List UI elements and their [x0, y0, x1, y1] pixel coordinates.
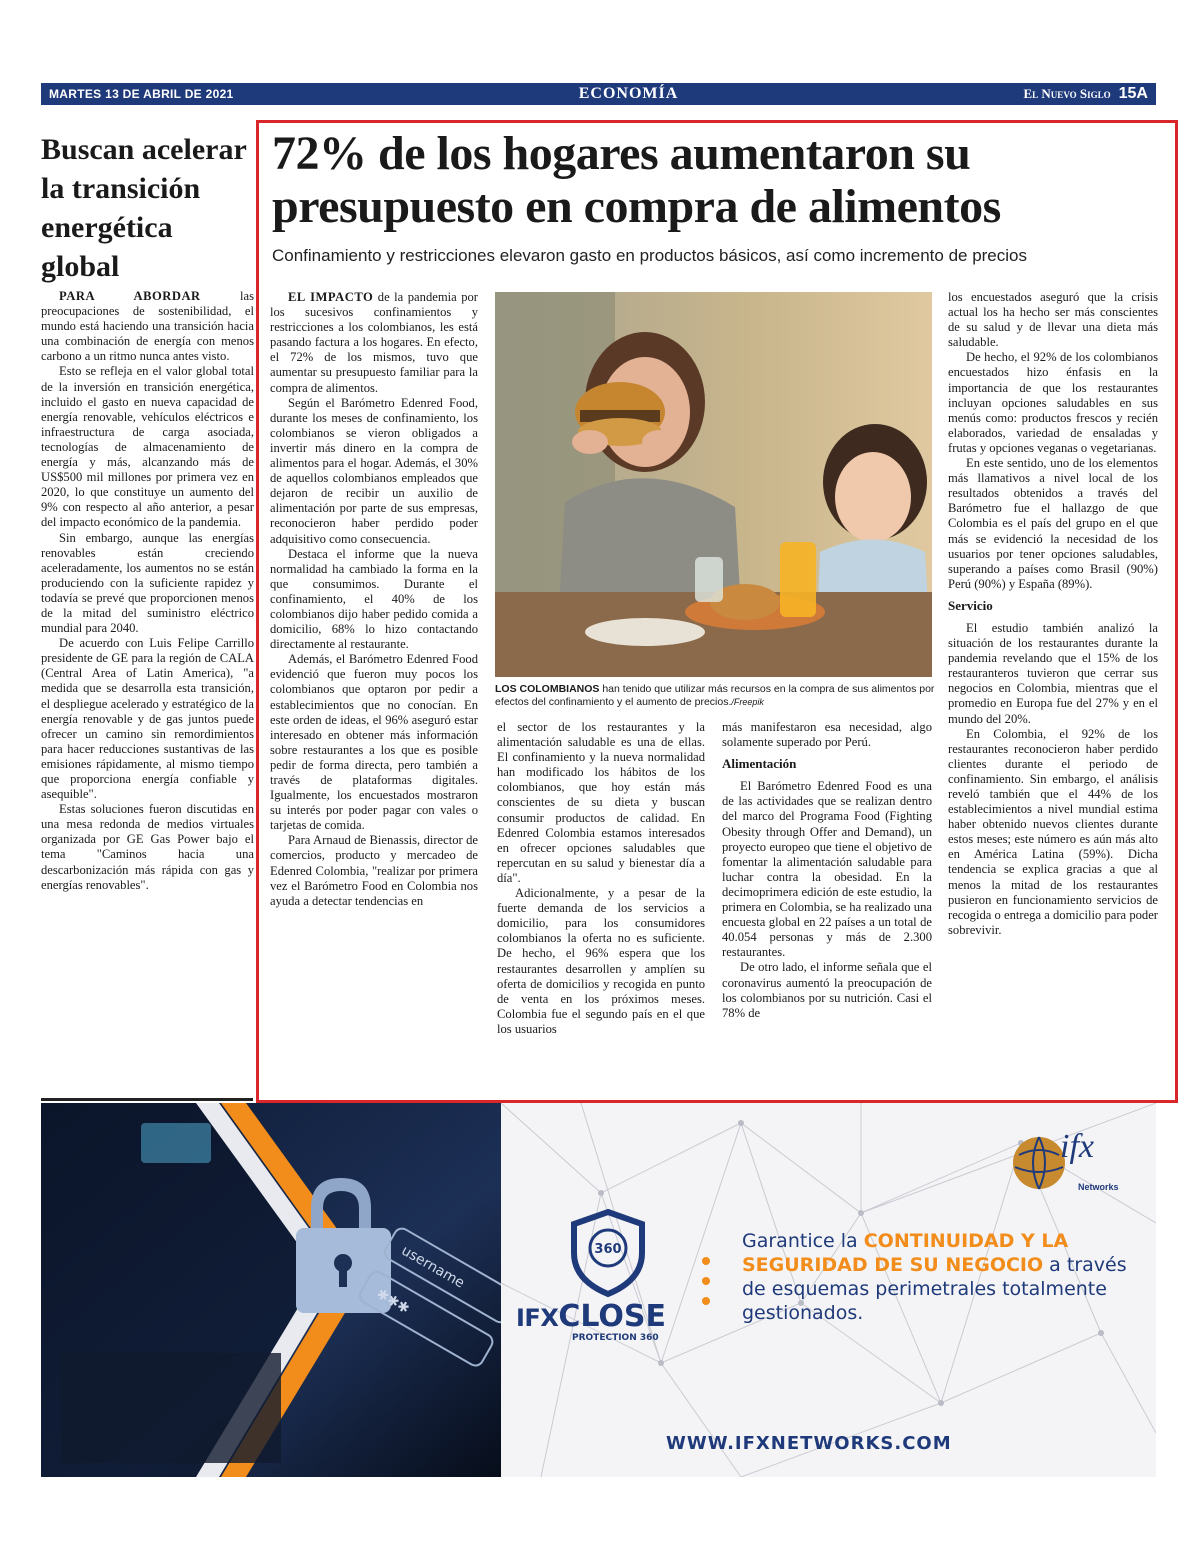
product-subtitle: PROTECTION 360 [572, 1333, 659, 1343]
product-name: CLOSE [558, 1299, 666, 1334]
newspaper-name: El Nuevo Siglo [1023, 86, 1111, 101]
subheading-alimentacion: Alimentación [722, 756, 797, 772]
main-article-title: 72% de los hogares aumentaron su presupuesto en compra de alimentos [272, 127, 1001, 233]
page-header [41, 83, 1156, 105]
main-article-subtitle: Confinamiento y restricciones elevaron gasto en productos básicos, así como incremento de precios [272, 246, 1027, 265]
ifx-close-logo [516, 1299, 666, 1343]
article-paragraph: El Barómetro Edenred Food es una de las actividades que se realizan dentro del marco del Programa Food (Fighting Obesity through Offer and Demand), un proyecto europeo que tiene el objetivo de fomentar la alimentación saludable para luchar contra la obesidad. En la decimoprimera edición de este estudio, la primera en Colombia, se ha realizado una encuesta global en 22 países a un total de 40.054 personas y más de 2.300 restaurantes. [722, 779, 932, 960]
article-column-4 [948, 290, 1158, 938]
article-paragraph: Para Arnaud de Bienassis, director de comercios, producto y mercadeo de Edenred Colombia, "realizar por primera vez el Barómetro Food en Colombia nos ayuda a detectar tendencias en [270, 833, 478, 908]
article-paragraph: Adicionalmente, y a pesar de la fuerte demanda de los servicios a domicilio, para los consumidores colombianos la oferta no es suficiente. De hecho, el 96% espera que los restaurantes desarrollen y amplíen su oferta de domicilios y recogida en punto de venta en los próximos meses. Colombia fue el segundo país en el que los usuarios [497, 886, 705, 1036]
ifx-logo-sub: Networks [1078, 1182, 1119, 1192]
header-right [1024, 85, 1148, 103]
side-paragraph: Esto se refleja en el valor global total de la inversión en transición energética, incluido el gasto en nueva capacidad de energía renovable, vehículos eléctricos e infraestructura de carga asociada, tecnologías de almacenamiento de energía y más, alcanzando más de US$500 mil millones por primera vez en 2020, lo que constituye un aumento del 9% con respecto al año anterior, a pesar del impacto económico de la pandemia. [41, 364, 254, 530]
photo-illustration [495, 292, 932, 677]
section-name: ECONOMÍA [578, 85, 679, 102]
article-paragraph: Además, el Barómetro Edenred Food evidenció que fueron muy pocos los colombianos que optaron por pedir a establecimientos que no conocían. En este orden de ideas, el 96% aseguró estar interesado en obtener más información sobre restaurantes a los que es posible pedir de forma directa, pero también a través de plataformas digitales. Igualmente, los encuestados mostraron su interés por poder pagar con vales o tarjetas de comida. [270, 652, 478, 833]
article-paragraph: más manifestaron esa necesidad, algo solamente superado por Perú. [722, 720, 932, 750]
side-paragraph: Estas soluciones fueron discutidas en una mesa redonda de medios virtuales organizada por GE Gas Power bajo el tema "Caminos hacia una descarbonización más rápida con gas y energías renovables". [41, 802, 254, 892]
ad-security-photo [41, 1103, 501, 1477]
article-paragraph: el sector de los restaurantes y la alimentación saludable es una de ellas. El confinamiento y la nueva normalidad han modificado los hábitos de los colombianos, que hoy están más conscientes de su dieta y buscan consumir productos de calidad. En Edenred Colombia estamos interesados en ofrecer opciones saludables que repercutan en su salud y bienestar día a día". [497, 720, 705, 885]
article-paragraph: El estudio también analizó la situación de los restaurantes durante la pandemia revelando que el 15% de los restauranteros tuvieron que cerrar sus negocios en Colombia, mientras que el promedio en Europa fue del 27% y en el mundo del 20%. [948, 620, 1158, 726]
side-paragraph: PARA ABORDAR las preocupaciones de sostenibilidad, el mundo está haciendo una transición hacia una combinación de energía con menos carbono a un ritmo nunca antes visto. [41, 289, 254, 364]
padlock-photo [41, 1103, 501, 1477]
photo-credit: /Freepik [731, 697, 764, 707]
svg-text:✱✱✱: ✱✱✱ [373, 1286, 413, 1318]
photo-caption: LOS COLOMBIANOS han tenido que utilizar más recursos en la compra de sus alimentos por efectos del confinamiento y el aumento de precios./Freepik [495, 683, 935, 708]
side-paragraph: De acuerdo con Luis Felipe Carrillo presidente de GE para la región de CALA (Central Area of Latin America), "a medida que se desarrolla esta transición, el despliegue acelerado y estratégico de la energía renovable y de gas juntos puede ofrecer un camino sin remordimientos para hacer reducciones sustantivas de las emisiones rápidamente, al mismo tiempo que proporciona energía confiable y asequible". [41, 636, 254, 802]
page-number: 15A [1118, 85, 1148, 102]
article-paragraph: Destaca el informe que la nueva normalidad ha cambiado la forma en la que consumimos. Durante el confinamiento, el 40% de los colombianos dijo haber pedido comida a domicilio, 68% lo hizo contactando directamente al restaurante. [270, 546, 478, 652]
article-paragraph: EL IMPACTO de la pandemia por los sucesivos confinamientos y restricciones a los colombianos, les está pasando factura a los hogares. En efecto, el 72% de los mismos, tuvo que aumentar su presupuesto familiar para la compra de alimentos. [270, 290, 478, 395]
shield-icon [568, 1208, 648, 1298]
article-paragraph: los encuestados aseguró que la crisis actual los ha hecho ser más conscientes de su salud y de llevar una dieta más saludable. [948, 290, 1158, 350]
article-column-1 [270, 290, 478, 909]
caption-lead: LOS COLOMBIANOS [495, 683, 600, 695]
article-paragraph: De otro lado, el informe señala que el coronavirus aumentó la preocupación de los colombianos por su nutrición. Casi el 78% de [722, 960, 932, 1020]
product-prefix: IFX [516, 1304, 559, 1332]
article-paragraph: En este sentido, uno de los elementos más llamativos a nivel local de los resultados obtenidos a través del Barómetro fue el hallazgo de que Colombia es el país del grupo en el que más se evidenció la necesidad de los usuarios por tener opciones saludables, superando a países como Brasil (90%) Perú (90%) y España (89%). [948, 456, 1158, 591]
side-paragraph: Sin embargo, aunque las energías renovables están creciendo aceleradamente, los aumentos no se están produciendo con la suficiente rapidez y todavía se prevé que proporcionen menos de la mitad del suministro eléctrico mundial para 2040. [41, 530, 254, 636]
article-paragraph: En Colombia, el 92% de los restaurantes reconocieron haber perdido clientes durante el periodo de confinamiento. Sin embargo, el análisis reveló también que el 44% de los establecimientos a nivel mundial estima haber obtenido nuevos clientes durante estos meses; este número es aún más alto en América Latina (59%). Dicha tendencia se explica gracias a que al menos la mitad de los restaurantes pusieron en funcionamiento servicios de recogida o entrega a domicilio para poder sobrevivir. [948, 726, 1158, 937]
article-paragraph: Según el Barómetro Edenred Food, durante los meses de confinamiento, los colombianos se vieron obligados a invertir más dinero en la compra de alimentos para el hogar. Además, el 30% de aquellos colombianos empleados que dejaron de recibir un auxilio de alimentación por parte de sus empresas, reconocieron haber perdido poder adquisitivo como consecuencia. [270, 395, 478, 546]
side-article-title: Buscan acelerar la transición energética global [41, 133, 247, 283]
orange-dots-icon [701, 1253, 711, 1313]
shield-badge: 360 [594, 1242, 622, 1257]
issue-date: MARTES 13 DE ABRIL DE 2021 [49, 87, 234, 101]
article-photo [495, 292, 932, 677]
ifx-logo: ifx [1060, 1128, 1094, 1165]
ad-highlight: CONTINUIDAD Y LA SEGURIDAD DE SU NEGOCIO [742, 1230, 1069, 1276]
main-lead-in: EL IMPACTO [288, 290, 374, 304]
ad-headline: Garantice la CONTINUIDAD Y LA SEGURIDAD DE SU NEGOCIO a través de esquemas perimetrales totalmente gestionados. [742, 1230, 1127, 1324]
side-lead-in: PARA ABORDAR [59, 289, 201, 303]
subheading-servicio: Servicio [948, 597, 993, 613]
article-column-2 [497, 720, 705, 1037]
ad-website-link[interactable]: WWW.IFXNETWORKS.COM [666, 1433, 952, 1454]
article-column-3 [722, 720, 932, 1021]
divider [41, 1098, 253, 1101]
ad-screen-username: username [398, 1242, 468, 1292]
side-article-body [41, 289, 254, 893]
article-paragraph: De hecho, el 92% de los colombianos encuestados hizo énfasis en la importancia de que los restaurantes incluyan opciones saludables en sus menús como: productos frescos y recién elaborados, variedad de ensaladas y frutas y opciones veganas o vegetarianas. [948, 350, 1158, 455]
